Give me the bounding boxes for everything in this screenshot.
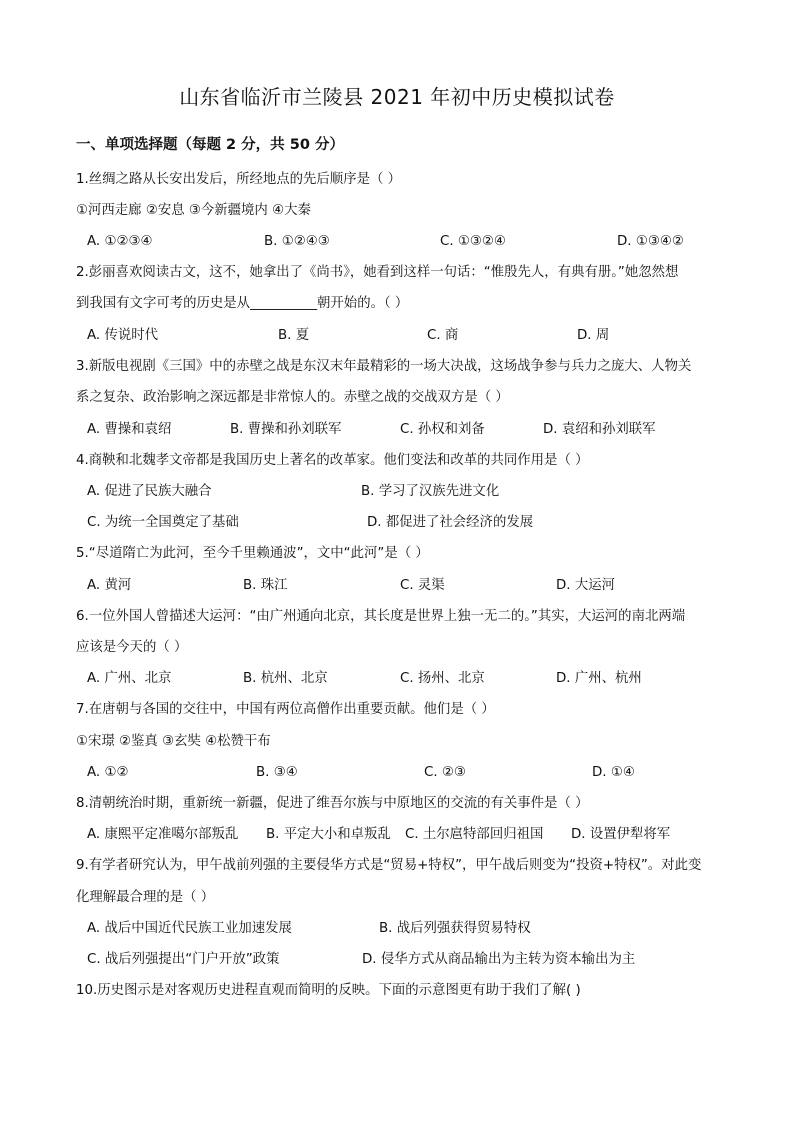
question-5-stem: 5.“尽道隋亡为此河，至今千里赖通波”，文中“此河”是（ ） bbox=[76, 546, 429, 561]
question-8-option-c: C. 土尔扈特部回归祖国 bbox=[405, 827, 544, 842]
question-9-option-c: C. 战后列强提出“门户开放”政策 bbox=[87, 952, 280, 967]
question-3-stem-cont: 系之复杂、政治影响之深远都是非常惊人的。赤壁之战的交战双方是（ ） bbox=[76, 390, 509, 405]
exam-title: 山东省临沂市兰陵县 2021 年初中历史模拟试卷 bbox=[179, 85, 615, 109]
question-5-option-d: D. 大运河 bbox=[556, 578, 615, 593]
question-7-stem: 7.在唐朝与各国的交往中，中国有两位高僧作出重要贡献。他们是（ ） bbox=[76, 702, 495, 717]
question-3-option-d: D. 袁绍和孙刘联军 bbox=[543, 422, 656, 437]
question-7-option-b: B. ③④ bbox=[256, 765, 298, 780]
question-6-option-b: B. 杭州、北京 bbox=[243, 671, 328, 686]
question-5-option-c: C. 灵渠 bbox=[400, 578, 445, 593]
question-4-option-c: C. 为统一全国奠定了基础 bbox=[87, 515, 239, 530]
question-8-stem: 8.清朝统治时期，重新统一新疆，促进了维吾尔族与中原地区的交流的有关事件是（ ） bbox=[76, 796, 589, 811]
question-9-stem: 9.有学者研究认为，甲午战前列强的主要侵华方式是“贸易+特权”，甲午战后则变为“投资+特权”。对此变 bbox=[76, 858, 702, 873]
question-6-stem: 6.一位外国人曾描述大运河：“由广州通向北京，其长度是世界上独一无二的。”其实，大运河的南北两端 bbox=[76, 609, 686, 624]
question-6-option-a: A. 广州、北京 bbox=[87, 671, 172, 686]
question-3-stem: 3.新版电视剧《三国》中的赤壁之战是东汉末年最精彩的一场大决战，这场战争参与兵力之庞大、人物关 bbox=[76, 359, 692, 374]
question-2-option-b: B. 夏 bbox=[278, 328, 310, 343]
question-3-option-a: A. 曹操和袁绍 bbox=[87, 422, 172, 437]
question-5-option-a: A. 黄河 bbox=[87, 578, 132, 593]
question-6-option-c: C. 扬州、北京 bbox=[400, 671, 485, 686]
question-9-stem-cont: 化理解最合理的是（ ） bbox=[76, 890, 215, 905]
question-2-stem: 2.彭丽喜欢阅读古文，这不，她拿出了《尚书》，她看到这样一句话：“惟殷先人，有典有册。”她忽然想 bbox=[76, 265, 679, 280]
question-7-option-a: A. ①② bbox=[87, 765, 129, 780]
question-7-option-d: D. ①④ bbox=[592, 765, 635, 780]
question-4-stem: 4.商鞅和北魏孝文帝都是我国历史上著名的改革家。他们变法和改革的共同作用是（ ） bbox=[76, 453, 589, 468]
question-2-option-a: A. 传说时代 bbox=[87, 328, 158, 343]
question-1-stem: 1.丝绸之路从长安出发后，所经地点的先后顺序是（ ） bbox=[76, 172, 402, 187]
question-1-option-c: C. ①③②④ bbox=[440, 234, 506, 249]
question-9-option-a: A. 战后中国近代民族工业加速发展 bbox=[87, 921, 292, 936]
question-7-items: ①宋璟 ②鉴真 ③玄奘 ④松赞干布 bbox=[76, 734, 271, 749]
question-8-option-d: D. 设置伊犁将军 bbox=[571, 827, 671, 842]
question-1-option-b: B. ①②④③ bbox=[264, 234, 330, 249]
question-2-stem-cont: 到我国有文字可考的历史是从__________朝开始的。（ ） bbox=[76, 296, 409, 311]
question-3-option-c: C. 孙权和刘备 bbox=[400, 422, 485, 437]
question-1-option-a: A. ①②③④ bbox=[87, 234, 153, 249]
question-6-option-d: D. 广州、杭州 bbox=[556, 671, 642, 686]
question-3-option-b: B. 曹操和孙刘联军 bbox=[230, 422, 342, 437]
question-10-stem: 10.历史图示是对客观历史进程直观而简明的反映。下面的示意图更有助于我们了解( ) bbox=[76, 983, 581, 998]
question-6-stem-cont: 应该是今天的（ ） bbox=[76, 640, 188, 655]
question-5-option-b: B. 珠江 bbox=[243, 578, 288, 593]
question-4-option-a: A. 促进了民族大融合 bbox=[87, 484, 212, 499]
question-9-option-d: D. 侵华方式从商品输出为主转为资本输出为主 bbox=[362, 952, 636, 967]
section-heading: 一、单项选择题（每题 2 分，共 50 分） bbox=[76, 137, 344, 153]
question-1-option-d: D. ①③④② bbox=[617, 234, 684, 249]
question-4-option-b: B. 学习了汉族先进文化 bbox=[361, 484, 500, 499]
question-8-option-b: B. 平定大小和卓叛乱 bbox=[266, 827, 391, 842]
question-1-items: ①河西走廊 ②安息 ③今新疆境内 ④大秦 bbox=[76, 203, 311, 218]
question-4-option-d: D. 都促进了社会经济的发展 bbox=[367, 515, 534, 530]
question-7-option-c: C. ②③ bbox=[424, 765, 466, 780]
question-2-option-d: D. 周 bbox=[577, 328, 610, 343]
question-8-option-a: A. 康熙平定准噶尔部叛乱 bbox=[87, 827, 239, 842]
question-9-option-b: B. 战后列强获得贸易特权 bbox=[379, 921, 531, 936]
question-2-option-c: C. 商 bbox=[427, 328, 459, 343]
